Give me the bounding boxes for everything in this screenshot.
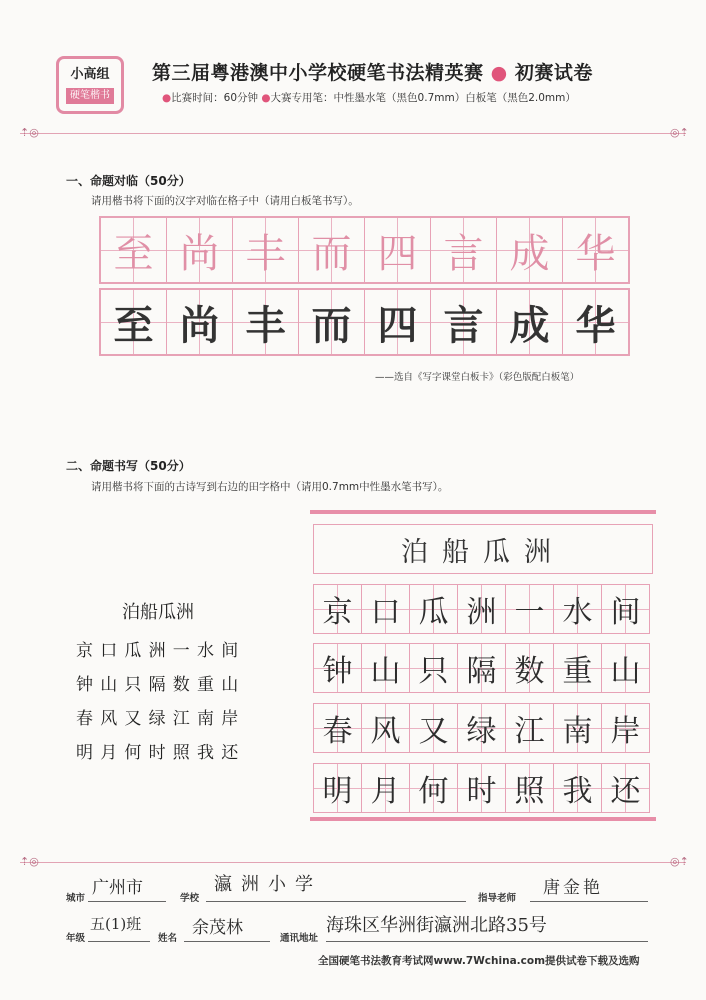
model-cell: 丰	[232, 217, 299, 283]
ornament-icon: ◎⇡	[670, 126, 689, 139]
writing-cell: 又	[409, 703, 458, 753]
copy-cell: 言	[430, 289, 497, 355]
copy-cell: 成	[496, 289, 563, 355]
writing-cell: 月	[361, 763, 410, 813]
poem-line: 春风又绿江南岸	[76, 709, 246, 729]
copy-characters	[99, 288, 630, 356]
poem-line: 京口瓜洲一水间	[76, 641, 246, 661]
title-suffix: 初赛试卷	[514, 62, 593, 84]
writing-cell: 何	[409, 763, 458, 813]
school-value[interactable]: 瀛洲小学	[214, 874, 322, 895]
writing-cell: 山	[601, 643, 650, 693]
writing-cell: 春	[313, 703, 362, 753]
exam-pens: 大赛专用笔：中性墨水笔（黑色0.7mm）白板笔（黑色2.0mm）	[270, 92, 576, 104]
ornament-icon: ⇡◎	[20, 126, 39, 139]
name-underline	[184, 941, 270, 942]
ornament-icon: ◎⇡	[670, 855, 689, 868]
writing-cell: 重	[553, 643, 602, 693]
writing-cell: 我	[553, 763, 602, 813]
teacher-underline	[530, 901, 648, 902]
copy-cell: 而	[298, 289, 365, 355]
city-label: 城市	[66, 893, 86, 904]
writing-row	[313, 584, 650, 634]
copy-cell: 尚	[166, 289, 233, 355]
writing-row	[313, 763, 650, 813]
teacher-label: 指导老师	[478, 893, 517, 904]
teacher-value[interactable]: 唐金艳	[543, 878, 603, 898]
copy-cell: 四	[364, 289, 431, 355]
ornament-icon: ⇡◎	[20, 855, 39, 868]
writing-row	[313, 643, 650, 693]
writing-cell: 山	[361, 643, 410, 693]
title-bullet-icon: ●	[483, 62, 515, 84]
poem-line: 明月何时照我还	[76, 743, 246, 763]
writing-cell: 时	[457, 763, 506, 813]
model-cell: 华	[562, 217, 629, 283]
bullet-icon: ●	[258, 92, 271, 104]
school-underline	[206, 901, 466, 902]
writing-cell: 间	[601, 584, 650, 634]
name-label: 姓名	[158, 933, 178, 944]
section2-heading: 二、命题书写（50分）	[66, 459, 191, 473]
title-main: 第三届粤港澳中小学校硬笔书法精英赛	[152, 62, 484, 84]
writing-cell: 口	[361, 584, 410, 634]
writing-cell: 还	[601, 763, 650, 813]
grade-value[interactable]: 五(1)班	[90, 915, 142, 933]
address-value[interactable]: 海珠区华洲街瀛洲北路35号	[326, 915, 547, 936]
section1-heading: 一、命题对临（50分）	[66, 174, 191, 188]
writing-cell: 绿	[457, 703, 506, 753]
writing-cell: 瓜	[409, 584, 458, 634]
school-label: 学校	[180, 893, 200, 904]
page-title	[152, 58, 593, 85]
writing-cell: 江	[505, 703, 554, 753]
writing-cell: 只	[409, 643, 458, 693]
writing-cell: 数	[505, 643, 554, 693]
grade-underline	[88, 941, 150, 942]
section1-instruction: 请用楷书将下面的汉字对临在格子中（请用白板笔书写）。	[91, 195, 359, 207]
writing-cell: 岸	[601, 703, 650, 753]
writing-cell: 一	[505, 584, 554, 634]
address-label: 通讯地址	[280, 933, 319, 944]
footer-note: 全国硬笔书法教育考试网www.7Wchina.com提供试卷下载及选购	[318, 955, 640, 967]
group-badge	[56, 56, 124, 114]
city-value[interactable]: 广州市	[92, 878, 143, 898]
model-characters	[99, 216, 630, 284]
model-cell: 四	[364, 217, 431, 283]
writing-cell: 钟	[313, 643, 362, 693]
writing-row	[313, 703, 650, 753]
source-note: ——选自《写字课堂白板卡》（彩色版配白板笔）	[375, 372, 580, 383]
writing-cell: 洲	[457, 584, 506, 634]
header-divider	[20, 133, 686, 134]
model-cell: 成	[496, 217, 563, 283]
written-title: 泊船瓜洲	[313, 524, 653, 574]
grade-label: 年级	[66, 933, 86, 944]
exam-time: 比赛时间：60分钟	[171, 92, 259, 104]
address-underline	[326, 941, 648, 942]
model-cell: 尚	[166, 217, 233, 283]
city-underline	[88, 901, 166, 902]
badge-group-label: 小高组	[70, 67, 110, 82]
bullet-icon: ●	[162, 92, 172, 104]
model-cell: 至	[100, 217, 167, 283]
writing-cell: 京	[313, 584, 362, 634]
writing-area-top-border	[310, 510, 656, 514]
writing-cell: 照	[505, 763, 554, 813]
writing-cell: 风	[361, 703, 410, 753]
copy-cell: 至	[100, 289, 167, 355]
model-cell: 而	[298, 217, 365, 283]
copy-cell: 丰	[232, 289, 299, 355]
writing-cell: 水	[553, 584, 602, 634]
section2-instruction: 请用楷书将下面的古诗写到右边的田字格中（请用0.7mm中性墨水笔书写）。	[91, 481, 449, 493]
writing-cell: 明	[313, 763, 362, 813]
poem-title: 泊船瓜洲	[122, 602, 194, 623]
writing-cell: 南	[553, 703, 602, 753]
model-cell: 言	[430, 217, 497, 283]
poem-line: 钟山只隔数重山	[76, 675, 246, 695]
writing-cell: 隔	[457, 643, 506, 693]
writing-area-bottom-border	[310, 817, 656, 821]
exam-info	[162, 90, 576, 105]
copy-cell: 华	[562, 289, 629, 355]
badge-style-label: 硬笔楷书	[66, 88, 114, 104]
form-divider	[20, 862, 686, 863]
name-value[interactable]: 余茂林	[192, 918, 243, 938]
